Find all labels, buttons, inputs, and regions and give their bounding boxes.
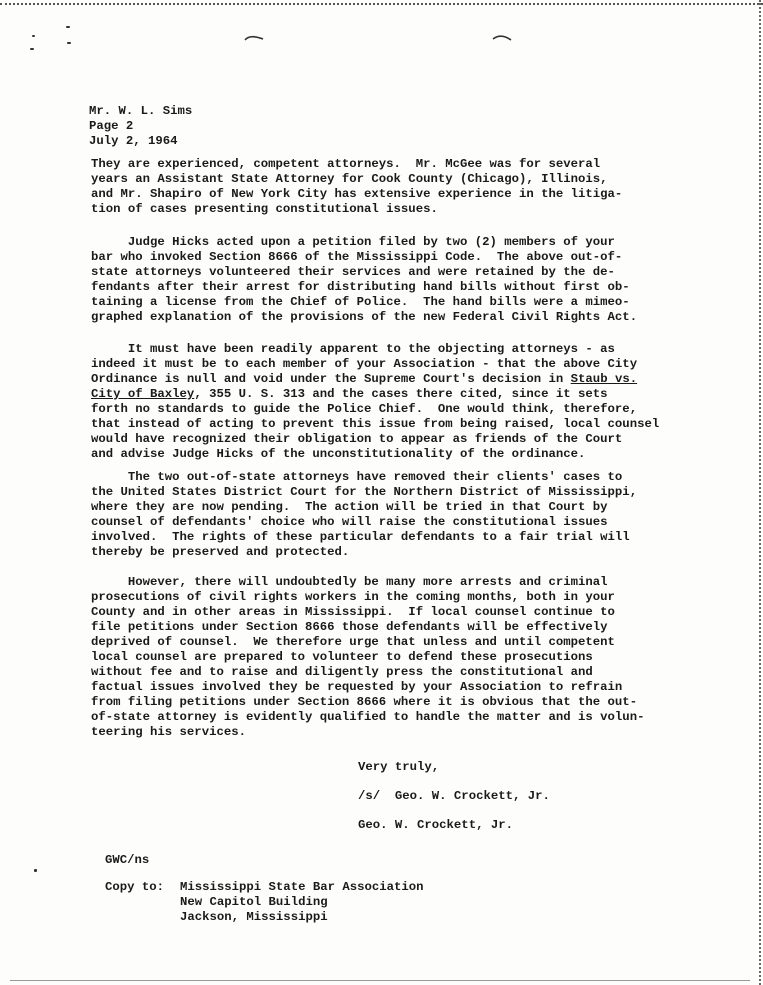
scan-speck <box>30 48 34 50</box>
copy-recipient-line: Mississippi State Bar Association <box>180 880 424 894</box>
typist-initials: GWC/ns <box>105 853 150 867</box>
paragraph-line: of-state attorney is evidently qualified to handle the matter and is volun- <box>91 710 645 724</box>
paragraph-line: The two out-of-state attorneys have removed their clients' cases to <box>91 470 623 484</box>
scan-edge-right <box>759 0 761 985</box>
paragraph-line: involved. The rights of these particular defendants to a fair trial will <box>91 530 630 544</box>
scan-mark-left <box>244 33 264 41</box>
letter-date: July 2, 1964 <box>89 134 178 148</box>
case-citation: Staub vs. <box>570 372 638 386</box>
paragraph-line: prosecutions of civil rights workers in the coming months, both in your <box>91 590 615 604</box>
paragraph-line: fendants after their arrest for distributing hand bills without first ob- <box>91 280 630 294</box>
paragraph-line: They are experienced, competent attorneys. Mr. McGee was for several <box>91 157 601 171</box>
scan-speck <box>66 26 70 28</box>
paragraph-line: factual issues involved they be requested by your Association to refrain <box>91 680 623 694</box>
paragraph-line: indeed it must be to each member of your Association - that the above City <box>91 357 638 371</box>
scan-speck <box>34 869 37 872</box>
case-citation: City of Baxley <box>91 387 195 401</box>
scan-speck <box>67 42 71 44</box>
paragraph-line: graphed explanation of the provisions of the new Federal Civil Rights Act. <box>91 310 638 324</box>
paragraph-line: where they are now pending. The action will be tried in that Court by <box>91 500 608 514</box>
body-paragraph <box>91 470 651 560</box>
paragraph-line: thereby be preserved and protected. <box>91 545 350 559</box>
paragraph-line: tion of cases presenting constitutional issues. <box>91 202 438 216</box>
copy-to-label: Copy to: <box>105 880 165 894</box>
paragraph-line: taining a license from the Chief of Police. The hand bills were a mimeo- <box>91 295 630 309</box>
paragraph-line: teering his services. <box>91 725 246 739</box>
scan-edge-bottom <box>10 980 750 981</box>
recipient-name: Mr. W. L. Sims <box>89 104 193 118</box>
body-paragraph <box>91 342 660 462</box>
page-label: Page 2 <box>89 119 134 133</box>
closing: Very truly, <box>358 760 440 774</box>
copy-recipient-line: Jackson, Mississippi <box>180 910 328 924</box>
paragraph-line: It must have been readily apparent to the objecting attorneys - as <box>91 342 615 356</box>
signature: /s/ Geo. W. Crockett, Jr. <box>358 789 550 803</box>
body-paragraph <box>91 157 651 217</box>
paragraph-line: forth no standards to guide the Police Chief. One would think, therefore, <box>91 402 638 416</box>
body-paragraph <box>91 235 651 325</box>
paragraph-line: would have recognized their obligation to appear as friends of the Court <box>91 432 623 446</box>
paragraph-line: County and in other areas in Mississippi. If local counsel continue to <box>91 605 615 619</box>
scan-edge-top <box>0 3 763 5</box>
paragraph-line: Judge Hicks acted upon a petition filed by two (2) members of your <box>91 235 615 249</box>
paragraph-line: Ordinance is null and void under the Supreme Court's decision in Staub vs. <box>91 372 638 386</box>
typed-name: Geo. W. Crockett, Jr. <box>358 818 513 832</box>
paragraph-line: and advise Judge Hicks of the unconstitutionality of the ordinance. <box>91 447 586 461</box>
letter-header <box>89 104 192 149</box>
paragraph-line: that instead of acting to prevent this issue from being raised, local counsel <box>91 417 660 431</box>
body-paragraph <box>91 575 651 740</box>
paragraph-line: deprived of counsel. We therefore urge that unless and until competent <box>91 635 615 649</box>
scan-speck <box>32 35 35 37</box>
paragraph-line: years an Assistant State Attorney for Cook County (Chicago), Illinois, <box>91 172 608 186</box>
paragraph-line: local counsel are prepared to volunteer to defend these prosecutions <box>91 650 593 664</box>
paragraph-line: from filing petitions under Section 8666 where it is obvious that the out- <box>91 695 638 709</box>
paragraph-line: file petitions under Section 8666 those defendants will be effectively <box>91 620 608 634</box>
copy-to-recipients <box>180 880 424 925</box>
paragraph-line: counsel of defendants' choice who will raise the constitutional issues <box>91 515 608 529</box>
copy-recipient-line: New Capitol Building <box>180 895 328 909</box>
scan-mark-right <box>492 33 512 41</box>
paragraph-line: and Mr. Shapiro of New York City has extensive experience in the litiga- <box>91 187 623 201</box>
paragraph-line: However, there will undoubtedly be many more arrests and criminal <box>91 575 608 589</box>
paragraph-line: without fee and to raise and diligently press the constitutional and <box>91 665 593 679</box>
paragraph-line: the United States District Court for the Northern District of Mississippi, <box>91 485 638 499</box>
paragraph-line: City of Baxley, 355 U. S. 313 and the cases there cited, since it sets <box>91 387 608 401</box>
paragraph-line: bar who invoked Section 8666 of the Mississippi Code. The above out-of- <box>91 250 623 264</box>
paragraph-line: state attorneys volunteered their services and were retained by the de- <box>91 265 615 279</box>
